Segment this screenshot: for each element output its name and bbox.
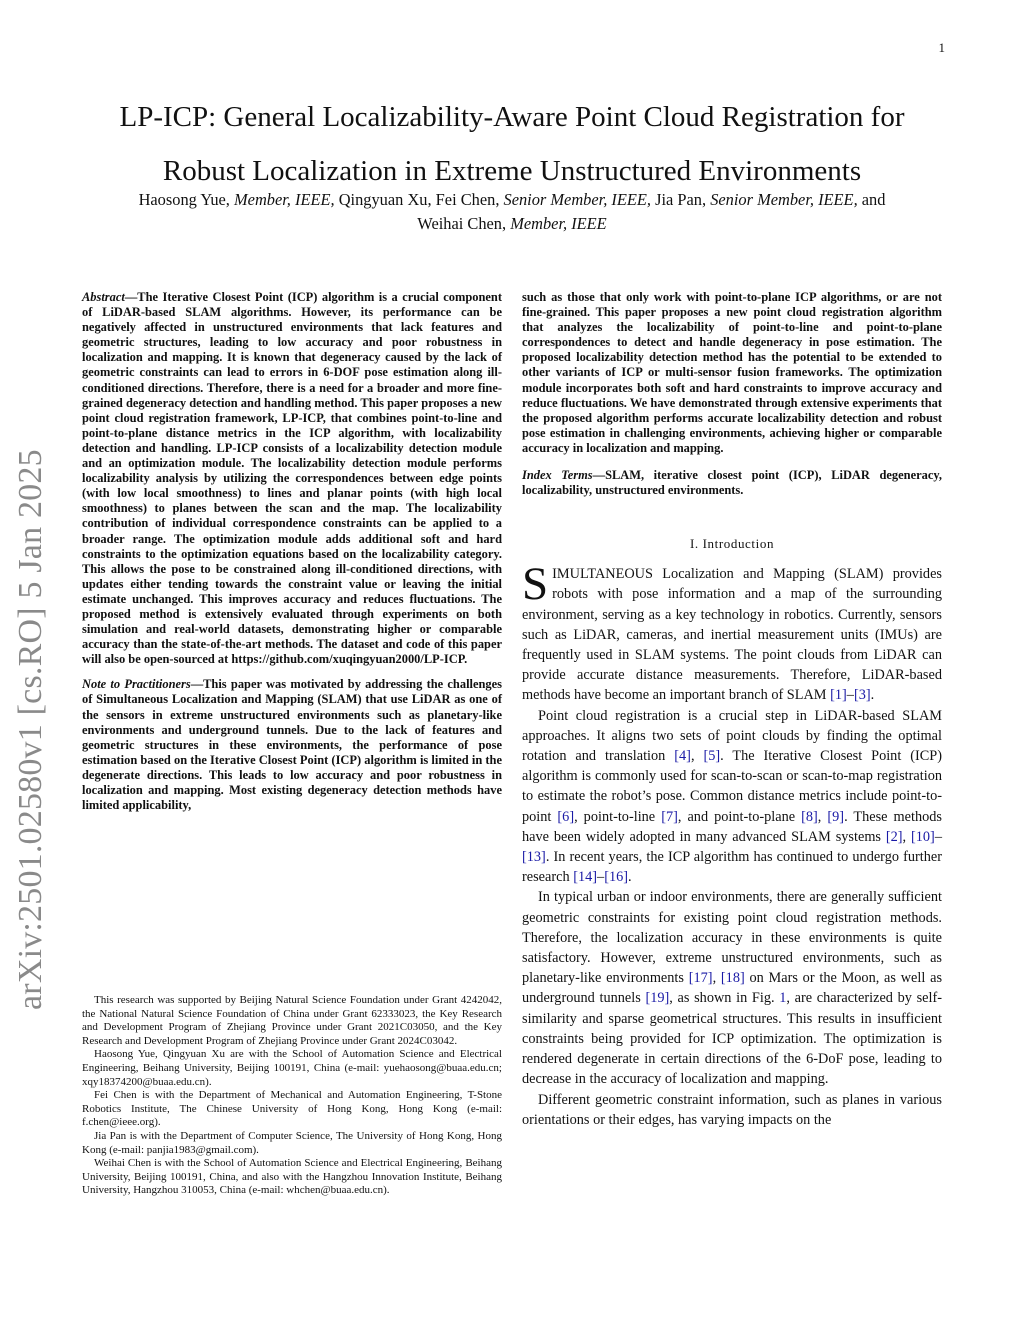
footnote-affiliation: Weihai Chen is with the School of Automation Science and Electrical Engineering, Beihang University, Beijing 100191, China, and also with the Hangzhou Innovation Institute, Beihang University, Hangzhou 310053, China (e-mail: whchen@buaa.edu.cn).: [82, 1157, 502, 1197]
citation-link[interactable]: [13]: [522, 849, 546, 866]
author-list: [70, 188, 954, 236]
author-conjunction: and: [857, 190, 886, 209]
paragraph-text: Point cloud registration is a crucial step in LiDAR-based SLAM approaches. It aligns two sets of point clouds by finding the optimal rotation and translation: [522, 707, 942, 765]
paragraph-text: . These methods have been widely adopted in many advanced SLAM systems: [522, 808, 942, 845]
practitioners-label: Note to Practitioners: [82, 677, 191, 692]
practitioners-text: —This paper was motivated by addressing the challenges of Simultaneous Localization and Mapping (SLAM) that use LiDAR as one of the sensors in extreme unstructured environments such as planetary-like environments and underground tunnels. Due to the lack of features and geometric structures in these environments, the performance of pose estimation based on the Iterative Closest Point (ICP) algorithm is limited in the degenerate directions. This leads to low accuracy and poor robustness in localization and mapping. Most existing degeneracy detection methods have limited applicability,: [82, 677, 502, 813]
paragraph-text: ,: [902, 828, 911, 845]
footnote-funding: This research was supported by Beijing Natural Science Foundation under Grant 4242042, the National Natural Science Foundation of China under Grant 62333023, the Key Research and Development Program of Zhejiang Province under Grant 2021C03050, and the Key Research and Development Program of Zhejiang Province under Grant 2024C03042.: [82, 994, 502, 1047]
paragraph-text: ,: [712, 970, 721, 987]
abstract-label: Abstract: [82, 290, 125, 304]
footnote-affiliation: Fei Chen is with the Department of Mechanical and Automation Engineering, T-Stone Robotics Institute, The Chinese University of Hong Kong, Hong Kong (e-mail: f.chen@ieee.org).: [82, 1089, 502, 1129]
author-name: Haosong Yue,: [138, 190, 235, 209]
intro-paragraph-1: [522, 558, 942, 705]
right-column: [522, 290, 942, 1130]
citation-range-dash: –: [846, 687, 854, 704]
lead-word: IMULTANEOUS: [552, 566, 653, 583]
index-terms: [522, 468, 942, 498]
author-role: Senior Member, IEEE,: [710, 190, 858, 209]
citation-link[interactable]: [4]: [674, 748, 691, 765]
paper-title: [60, 90, 964, 198]
intro-paragraph-3: [522, 887, 942, 1089]
author-line-2: [70, 212, 954, 236]
author-name: Jia Pan,: [651, 190, 711, 209]
citation-link[interactable]: [14]: [573, 869, 598, 886]
paragraph-text: .: [870, 687, 875, 704]
citation-link[interactable]: [3]: [853, 687, 871, 704]
paragraph-text: , point-to-line: [574, 808, 662, 825]
citation-link[interactable]: [18]: [720, 970, 745, 987]
index-terms-text: —SLAM, iterative closest point (ICP), LiDAR degeneracy, localizability, unstructured environments.: [522, 468, 942, 498]
citation-link[interactable]: [9]: [827, 808, 845, 825]
author-role: Senior Member, IEEE,: [503, 190, 651, 209]
paragraph-text: on Mars or the Moon, as well as underground tunnels: [522, 970, 943, 1007]
section-heading-introduction: I. Introduction: [689, 536, 775, 552]
footnote-affiliation: Haosong Yue, Qingyuan Xu are with the School of Automation Science and Electrical Engineering, Beihang University, Beijing 100191, China (e-mail: yuehaosong@buaa.edu.cn; xqy18374200@buaa.edu.cn).: [82, 1048, 502, 1088]
citation-link[interactable]: [2]: [885, 828, 903, 845]
index-terms-label: Index Terms: [522, 468, 593, 483]
paragraph-text: , as shown in Fig.: [669, 990, 780, 1007]
intro-paragraph-2: [522, 706, 942, 888]
citation-link[interactable]: [10]: [911, 828, 935, 845]
paragraph-text: ,: [690, 748, 704, 765]
paragraph-text: In typical urban or indoor environments, there are generally sufficient geometric constraints for existing point cloud registration methods. Therefore, the localization accuracy in these environments is quite satisfactory. However, extreme unstructured environments, such as planetary-like environments: [522, 889, 942, 987]
author-line-1: [70, 188, 954, 212]
figure-link[interactable]: 1: [779, 990, 787, 1007]
page-number: 1: [938, 40, 945, 55]
footnote-affiliation: Jia Pan is with the Department of Computer Science, The University of Hong Kong, Hong Kong (e-mail: panjia1983@gmail.com).: [82, 1129, 502, 1156]
paragraph-text: , are characterized by self-similarity and sparse geometrical structures. This results in insufficient constraints being provided for ICP optimization. The optimization is rendered degenerate in certain directions of the 6-DoF pose, leading to decrease in the accuracy of localization and mapping.: [522, 990, 942, 1088]
title-line-1: LP-ICP: General Localizability-Aware Point Cloud Registration for: [119, 101, 905, 133]
footnotes: [82, 994, 502, 1198]
author-name: Qingyuan Xu, Fei Chen,: [334, 190, 504, 209]
citation-link[interactable]: [16]: [604, 869, 629, 886]
abstract-text: —The Iterative Closest Point (ICP) algorithm is a crucial component of LiDAR-based SLAM algorithms. However, its performance can be negatively affected in unstructured environments that lack features and geometric structures, leading to low accuracy and poor robustness in localization and mapping. It is known that degeneracy caused by the lack of geometric constraints can lead to errors in 6-DOF pose estimation along ill-conditioned directions. Therefore, there is a need for a broader and more fine-grained degeneracy detection and handling method. This paper proposes a new point cloud registration framework, LP-ICP, that combines point-to-line and point-to-plane distance metrics in the ICP algorithm, with localizability detection and handling. LP-ICP consists of a localizability detection module and an optimization module. The localizability detection module performs localizability analysis by utilizing the correspondences between edge points (with low local smoothness) to lines and planar points (with high local smoothness) to planes between the scan and the map. The localizability contribution of individual correspondence constraints can be applied to a broader range. The optimization module adds additional soft and hard constraints to the optimization equations based on the localizability category. This allows the pose to be constrained along ill-conditioned directions, with updates either tending towards the constraint value or leaving the initial estimate unchanged. This improves accuracy and reduces fluctuations. The proposed method is extensively evaluated through experiments on both simulation and real-world datasets, demonstrating higher or comparable accuracy than the state-of-the-art methods. The dataset and code of this paper will also be open-sourced at https://github.com/xuqingyuan2000/LP-ICP.: [82, 290, 502, 667]
drop-cap: S: [522, 558, 549, 611]
paragraph-text: Localization and Mapping (SLAM) provides robots with pose information and a map of the surrounding environment, serving as a key technology in robotics. Currently, sensors such as LiDAR, cameras, and inertial measurement units (IMUs) are frequently used in SLAM systems. The point clouds from LiDAR can provide accurate distance measurements. Therefore, LiDAR-based methods have become an important branch of SLAM: [522, 566, 942, 704]
citation-link[interactable]: [7]: [661, 808, 678, 825]
paragraph-text: Different geometric constraint information, such as planes in various orientations or their edges, has varying impacts on the: [522, 1091, 942, 1128]
abstract: [82, 290, 502, 667]
citation-range-dash: –: [597, 869, 605, 886]
author-role: Member, IEEE,: [234, 190, 335, 209]
paragraph-text: . In recent years, the ICP algorithm has continued to undergo further research: [522, 849, 942, 886]
author-name: Weihai Chen,: [417, 214, 511, 233]
citation-link[interactable]: [8]: [801, 808, 818, 825]
intro-paragraph-4: [522, 1090, 942, 1130]
citation-link[interactable]: [17]: [688, 970, 713, 987]
paragraph-text: .: [628, 869, 632, 886]
note-to-practitioners: [82, 677, 502, 813]
arxiv-identifier: arXiv:2501.02580v1 [cs.RO] 5 Jan 2025: [12, 449, 49, 1010]
citation-link[interactable]: [6]: [557, 808, 575, 825]
citation-link[interactable]: [5]: [703, 748, 721, 765]
title-line-2: Robust Localization in Extreme Unstructured Environments: [162, 155, 862, 187]
practitioners-continued: such as those that only work with point-to-plane ICP algorithms, or are not fine-grained. This paper proposes a new point cloud registration algorithm that analyzes the localizability of point-to-line and point-to-plane correspondences to detect and handle degeneracy in pose estimation. The proposed localizability detection method has the potential to be extended to other variants of ICP or multi-sensor fusion frameworks. The optimization module incorporates both soft and hard constraints to improve accuracy and reduce fluctuations. We have demonstrated through extensive experiments that the proposed algorithm performs accurate localizability detection and robust pose estimation in challenging environments, achieving higher or comparable accuracy in localization and mapping.: [522, 290, 942, 455]
citation-link[interactable]: [1]: [830, 687, 847, 704]
author-role: Member, IEEE: [510, 214, 607, 233]
paragraph-text: . The Iterative Closest Point (ICP) algorithm is commonly used for scan-to-scan or scan-to-map registration to estimate the robot’s pose. Common distance metrics include point-to-point: [522, 748, 943, 825]
citation-range-dash: –: [934, 828, 942, 845]
paragraph-text: , and point-to-plane: [677, 808, 802, 825]
left-column: [82, 290, 502, 813]
citation-link[interactable]: [19]: [645, 990, 670, 1007]
paragraph-text: ,: [817, 808, 828, 825]
